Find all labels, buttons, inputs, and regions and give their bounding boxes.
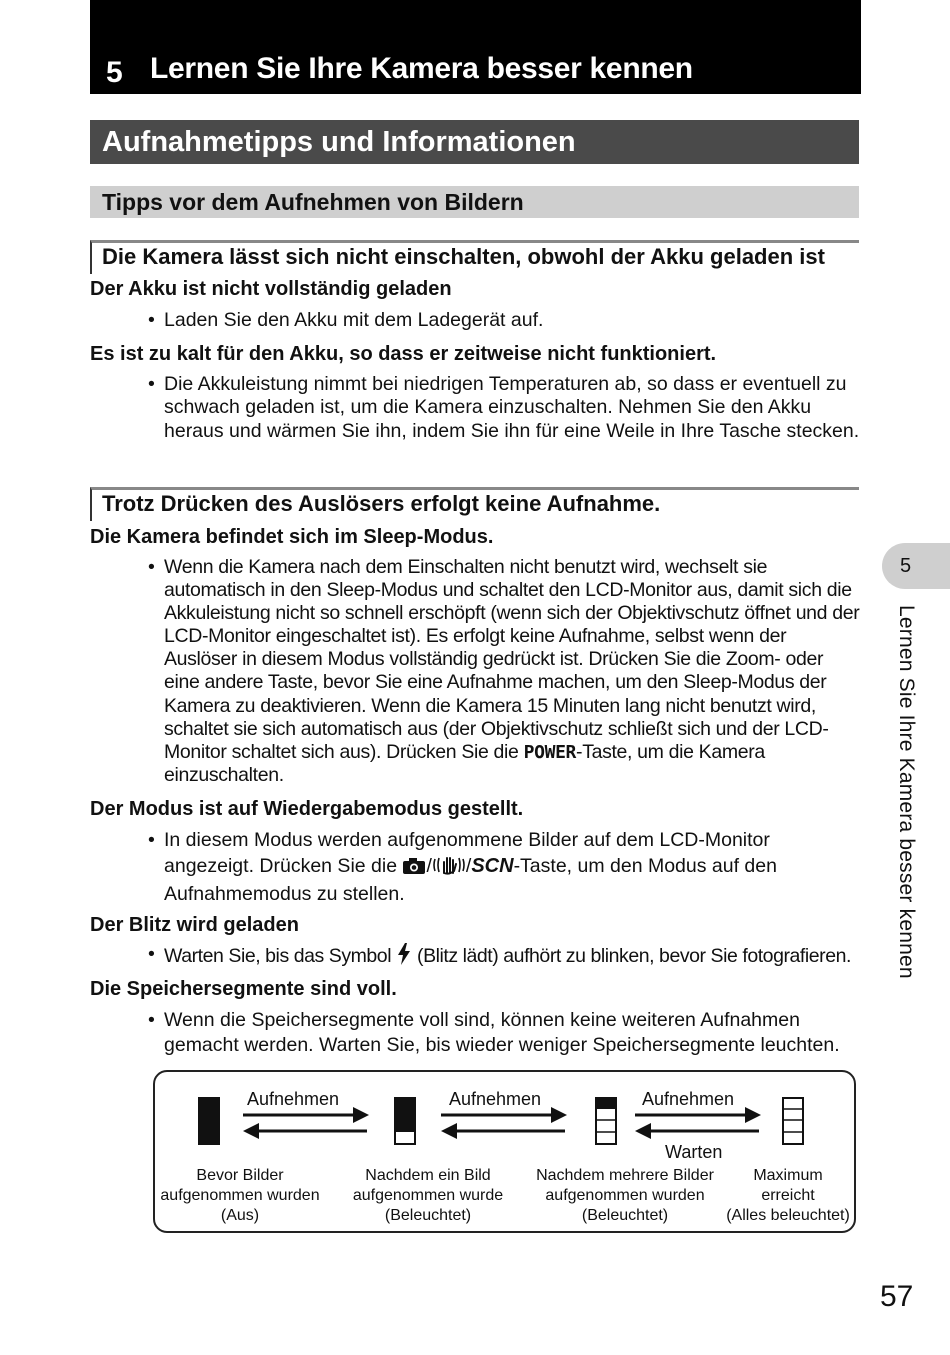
bullet-item	[148, 309, 860, 332]
subsection-title: Tipps vor dem Aufnehmen von Bildern	[90, 186, 859, 218]
bullet-text: Die Akkuleistung nimmt bei niedrigen Temperaturen ab, so dass er eventuell zu schwach geladen ist, um die Kamera einzuschalten. Nehmen Sie den Akku heraus und wärmen Sie ihn, indem Sie ihn für eine Weile in Ihre Tasche stecken.	[164, 373, 860, 442]
arrow-label-record: Aufnehmen	[247, 1089, 340, 1109]
bullet-item: • In diesem Modus werden aufgenommene Bilder auf dem LCD-Monitor angezeigt. Drücken Sie die / /SCN-Taste, um den Modus auf den Aufnahmemodus zu stellen.	[148, 829, 777, 905]
bullet-symbol: •	[148, 309, 155, 331]
bullet-item	[148, 373, 860, 443]
bullet-symbol: •	[148, 943, 155, 965]
bullet-text: -Taste, um den Modus auf den Aufnahmemodus zu stellen.	[164, 854, 777, 905]
caption-state-max: Maximum erreicht (Alles beleuchtet)	[726, 1167, 850, 1224]
bullet-text: Warten Sie, bis das Symbol	[164, 945, 397, 967]
cause-sleep-mode: Die Kamera befindet sich im Sleep-Modus.	[90, 526, 494, 548]
bullet-text: In diesem Modus werden aufgenommene Bilder auf dem LCD-Monitor angezeigt. Drücken Sie die	[164, 829, 770, 877]
topic-title-power: Die Kamera lässt sich nicht einschalten, obwohl der Akku geladen ist	[90, 240, 859, 274]
chapter-header	[90, 0, 861, 94]
cause-flash-charging: Der Blitz wird geladen	[90, 914, 299, 936]
segment-state-one	[395, 1098, 415, 1144]
bullet-text: (Blitz lädt) aufhört zu blinken, bevor Sie fotografieren.	[412, 945, 851, 967]
cause-memory-full: Die Speichersegmente sind voll.	[90, 978, 397, 1000]
chapter-title: Lernen Sie Ihre Kamera besser kennen	[150, 52, 693, 85]
side-chapter-title: Lernen Sie Ihre Kamera besser kennen	[895, 605, 918, 979]
memory-segment-diagram	[153, 1070, 856, 1233]
segment-state-off	[199, 1098, 219, 1144]
cause-playback-mode: Der Modus ist auf Wiedergabemodus gestellt.	[90, 798, 524, 820]
chapter-number: 5	[106, 56, 123, 89]
section-title: Aufnahmetipps und Informationen	[90, 120, 859, 164]
bullet-symbol: •	[148, 1009, 155, 1031]
cause-battery-not-charged: Der Akku ist nicht vollständig geladen	[90, 278, 452, 300]
scn-label: SCN	[471, 854, 514, 877]
bullet-symbol: •	[148, 373, 155, 395]
caption-state-one: Nachdem ein Bild aufgenommen wurde (Beleuchtet)	[352, 1167, 504, 1224]
camera-icon	[402, 857, 426, 883]
flash-icon	[396, 943, 412, 971]
cause-too-cold: Es ist zu kalt für den Akku, so dass er zeitweise nicht funktioniert.	[90, 343, 717, 365]
segment-state-max	[783, 1098, 803, 1144]
arrow-label-record: Aufnehmen	[449, 1089, 542, 1109]
hand-shake-icon	[432, 855, 466, 883]
bullet-item	[148, 556, 860, 787]
page-number: 57	[880, 1280, 914, 1313]
bullet-symbol: •	[148, 829, 155, 851]
caption-state-several: Nachdem mehrere Bilder aufgenommen wurden (Beleuchtet)	[536, 1167, 714, 1224]
bullet-text: -Taste, um die Kamera einzuschalten.	[164, 740, 765, 786]
arrow-pair-1	[243, 1107, 369, 1139]
bullet-text: Wenn die Speichersegmente voll sind, können keine weiteren Aufnahmen gemacht werden. Warten Sie, bis wieder weniger Speichersegmente leuchten.	[164, 1009, 840, 1056]
bullet-text: Wenn die Kamera nach dem Einschalten nicht benutzt wird, wechselt sie automatisch in den Sleep-Modus und schaltet den LCD-Monitor aus, damit sich die Akkuleistung nicht so schnell erschöpft (wenn sich der Objektivschutz öffnet und der LCD-Monitor eingeschaltet ist). Es erfolgt keine Aufnahme, selbst wenn der Auslöser in diesem Modus vollständig gedrückt ist. Drücken Sie die Zoom- oder eine andere Taste, bevor Sie eine Aufnahme machen, um den Sleep-Modus der Kamera zu deaktivieren. Wenn die Kamera 15 Minuten lang nicht benutzt wird, schaltet sie sich automatisch aus (der Objektivschutz schließt sich und der LCD-Monitor schaltet sich aus). Drücken Sie die	[164, 556, 860, 763]
bullet-symbol: •	[148, 556, 155, 578]
arrow-pair-3	[635, 1107, 761, 1139]
power-label: POWER	[523, 741, 577, 763]
bullet-item	[148, 943, 860, 971]
bullet-item	[148, 1008, 860, 1058]
arrow-pair-2	[441, 1107, 567, 1139]
arrow-label-wait: Warten	[665, 1142, 723, 1162]
bullet-text: Laden Sie den Akku mit dem Ladegerät auf.	[164, 309, 544, 331]
side-chapter-tab: 5	[882, 543, 950, 589]
segment-state-several	[596, 1098, 616, 1144]
topic-title-no-shot: Trotz Drücken des Auslösers erfolgt keine Aufnahme.	[90, 487, 859, 521]
arrow-label-record: Aufnehmen	[642, 1089, 735, 1109]
caption-state-off: Bevor Bilder aufgenommen wurden (Aus)	[160, 1167, 320, 1224]
